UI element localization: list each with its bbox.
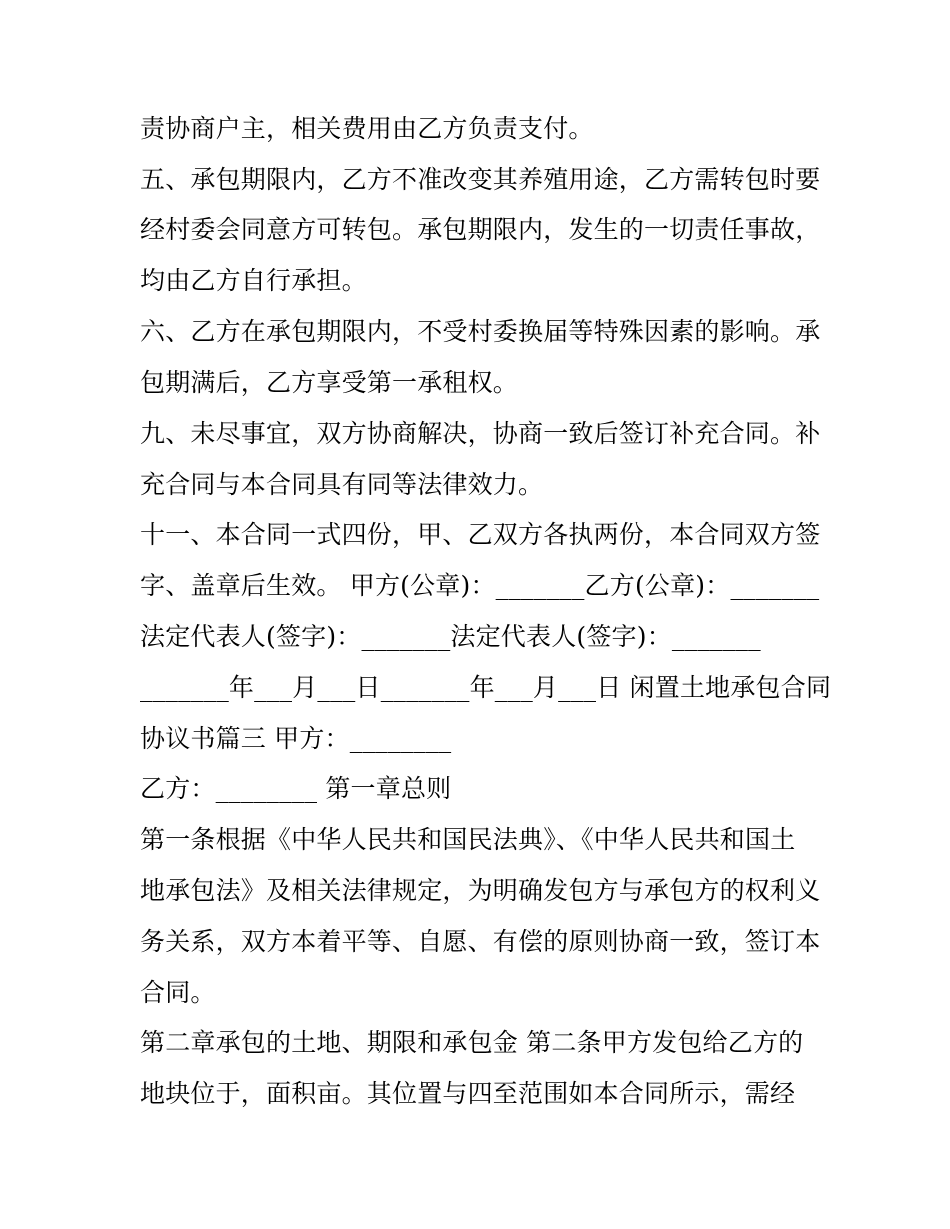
text-line: 九、未尽事宜，双方协商解决，协商一致后签订补充合同。补 bbox=[140, 419, 821, 448]
text-line: 第二章承包的土地、期限和承包金 第二条甲方发包给乙方的 bbox=[140, 1028, 804, 1057]
text-line: 十一、本合同一式四份，甲、乙双方各执两份，本合同双方签 bbox=[140, 520, 821, 549]
text-line: 乙方：________ 第一章总则 bbox=[140, 774, 452, 803]
text-line: _______年___月___日_______年___月___日 闲置土地承包合同 bbox=[140, 673, 832, 702]
text-line: 协议书篇三 甲方：________ bbox=[140, 724, 452, 753]
text-line: 责协商户主，相关费用由乙方负责支付。 bbox=[140, 114, 594, 143]
text-line: 五、承包期限内，乙方不准改变其养殖用途，乙方需转包时要 bbox=[140, 165, 821, 194]
text-line: 第一条根据《中华人民共和国民法典》、《中华人民共和国土 bbox=[140, 825, 796, 854]
text-line: 务关系，双方本着平等、自愿、有偿的原则协商一致，签订本 bbox=[140, 927, 821, 956]
text-line: 充合同与本合同具有同等法律效力。 bbox=[140, 470, 544, 499]
text-line: 地块位于，面积亩。其位置与四至范围如本合同所示，需经 bbox=[140, 1079, 796, 1108]
text-line: 法定代表人(签字)：_______法定代表人(签字)：_______ bbox=[140, 622, 761, 651]
text-line: 均由乙方自行承担。 bbox=[140, 266, 367, 295]
text-line: 地承包法》及相关法律规定，为明确发包方与承包方的权利义 bbox=[140, 876, 821, 905]
text-line: 合同。 bbox=[140, 978, 216, 1007]
text-line: 六、乙方在承包期限内，不受村委换届等特殊因素的影响。承 bbox=[140, 317, 821, 346]
text-line: 字、盖章后生效。 甲方(公章)：_______乙方(公章)：_______ bbox=[140, 571, 820, 600]
text-line: 经村委会同意方可转包。承包期限内，发生的一切责任事故， bbox=[140, 215, 821, 244]
text-line: 包期满后，乙方享受第一承租权。 bbox=[140, 368, 519, 397]
